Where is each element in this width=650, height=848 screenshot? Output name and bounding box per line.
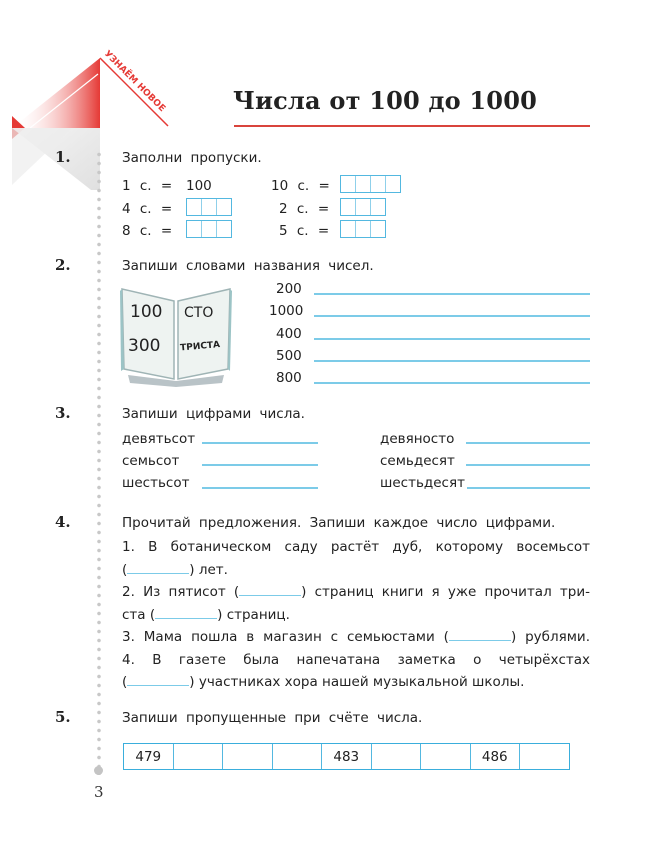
page-title: Числа от 100 до 1000: [233, 86, 537, 115]
margin-dotted-line: [96, 150, 102, 775]
seq-cell-9[interactable]: [520, 744, 569, 769]
task-number-1: 1.: [55, 148, 71, 166]
book-word-trista: ТРИСТА: [179, 340, 221, 354]
answer-line-500[interactable]: [314, 360, 590, 362]
page-number: 3: [94, 783, 104, 801]
sentence-2-end: страниц.: [226, 606, 290, 623]
task-number-3: 3.: [55, 404, 71, 422]
counting-sequence-table: [123, 743, 570, 770]
open-book-illustration: [118, 285, 234, 387]
answer-blank-400[interactable]: [127, 673, 189, 686]
task1-row1-left-value: 100: [186, 178, 212, 194]
answer-blank-700[interactable]: [449, 628, 511, 641]
task2-instruction: Запиши словами названия чисел.: [122, 258, 374, 274]
sentence-2-cont: ста: [122, 606, 146, 623]
answer-boxes-10s[interactable]: [340, 175, 401, 193]
word-semdesyat: семьдесят: [380, 453, 455, 469]
sentence-3-end: рублями.: [525, 629, 590, 645]
answer-line-devyatsot[interactable]: [202, 442, 318, 444]
word-shestdesyat: шестьдесят: [380, 475, 465, 491]
seq-cell-2[interactable]: [174, 744, 224, 769]
word-devyanosto: девяносто: [380, 431, 455, 447]
number-800: 800: [276, 370, 302, 386]
sentence-1-line1: 1. В ботаническом саду растёт дуб, которому восемьсот: [122, 539, 590, 555]
seq-cell-6[interactable]: [372, 744, 422, 769]
seq-cell-3[interactable]: [223, 744, 273, 769]
title-underline: [234, 125, 590, 127]
number-400: 400: [276, 326, 302, 342]
book-word-sto: СТО: [184, 305, 214, 321]
answer-boxes-8s[interactable]: [186, 220, 232, 238]
answer-blank-300[interactable]: [155, 606, 217, 619]
word-semsot: семьсот: [122, 453, 180, 469]
task4-instruction: Прочитай предложения. Запиши каждое число цифрами.: [122, 515, 556, 531]
book-number-300: 300: [128, 336, 161, 356]
ribbon-label: УЗНАЁМ НОВОЕ: [101, 49, 167, 115]
answer-line-1000[interactable]: [314, 315, 590, 317]
task1-row1-left-label: 1 с. =: [122, 178, 173, 194]
answer-blank-800[interactable]: [127, 561, 189, 574]
task5-instruction: Запиши пропущенные при счёте числа.: [122, 710, 423, 726]
sentence-2-start: 2. Из пятисот: [122, 584, 226, 600]
sentence-3-start: 3. Мама пошла в магазин с семьюстами: [122, 629, 435, 645]
seq-cell-4[interactable]: [273, 744, 323, 769]
sentence-4-end: участниках хора нашей музыкальной школы.: [198, 674, 525, 690]
answer-line-semsot[interactable]: [202, 464, 318, 466]
sentence-2-line1: 2. Из пятисот ( ) страниц книги я уже прочитал три-: [122, 584, 590, 600]
task-number-4: 4.: [55, 513, 71, 531]
task1-row2-left-label: 4 с. =: [122, 201, 173, 217]
answer-line-shestdesyat[interactable]: [467, 487, 590, 489]
number-500: 500: [276, 348, 302, 364]
task1-row3-left-label: 8 с. =: [122, 223, 173, 239]
number-1000: 1000: [269, 303, 304, 319]
sentence-3: 3. Мама пошла в магазин с семьюстами ( ) рублями.: [122, 629, 590, 645]
answer-line-shestsot[interactable]: [202, 487, 318, 489]
number-200: 200: [276, 281, 302, 297]
seq-cell-1: 479: [124, 744, 174, 769]
sentence-4-line1: 4. В газете была напечатана заметка о четырёхстах: [122, 651, 590, 668]
answer-line-200[interactable]: [314, 293, 590, 295]
answer-line-800[interactable]: [314, 382, 590, 384]
task4-sentences: [122, 536, 590, 694]
task-number-5: 5.: [55, 708, 71, 726]
seq-cell-7[interactable]: [421, 744, 471, 769]
sentence-1-line2: ( ) лет.: [122, 561, 228, 578]
sentence-2-line2: ста ( ) страниц.: [122, 606, 290, 623]
word-shestsot: шестьсот: [122, 475, 190, 491]
answer-blank-500[interactable]: [239, 583, 301, 596]
answer-boxes-5s[interactable]: [340, 220, 386, 238]
answer-boxes-2s[interactable]: [340, 198, 386, 216]
answer-line-devyanosto[interactable]: [466, 442, 590, 444]
sentence-4-line2: ( ) участниках хора нашей музыкальной школы.: [122, 674, 525, 690]
sentence-2-middle: страниц книги я уже прочитал три-: [314, 584, 590, 600]
task3-instruction: Запиши цифрами числа.: [122, 406, 305, 422]
word-devyatsot: девятьсот: [122, 431, 196, 447]
answer-line-semdesyat[interactable]: [466, 464, 590, 466]
seq-cell-5: 483: [322, 744, 372, 769]
answer-boxes-4s[interactable]: [186, 198, 232, 216]
seq-cell-8: 486: [471, 744, 521, 769]
task1-instruction: Заполни пропуски.: [122, 150, 262, 166]
answer-line-400[interactable]: [314, 338, 590, 340]
sentence-1-end: лет.: [198, 561, 228, 578]
task1-row3-right-label: 5 с. =: [279, 223, 330, 239]
task1-row2-right-label: 2 с. =: [279, 201, 330, 217]
task-number-2: 2.: [55, 256, 71, 274]
task1-row1-right-label: 10 с. =: [271, 178, 330, 194]
margin-dot-end: [94, 766, 103, 775]
book-number-100: 100: [130, 302, 163, 322]
